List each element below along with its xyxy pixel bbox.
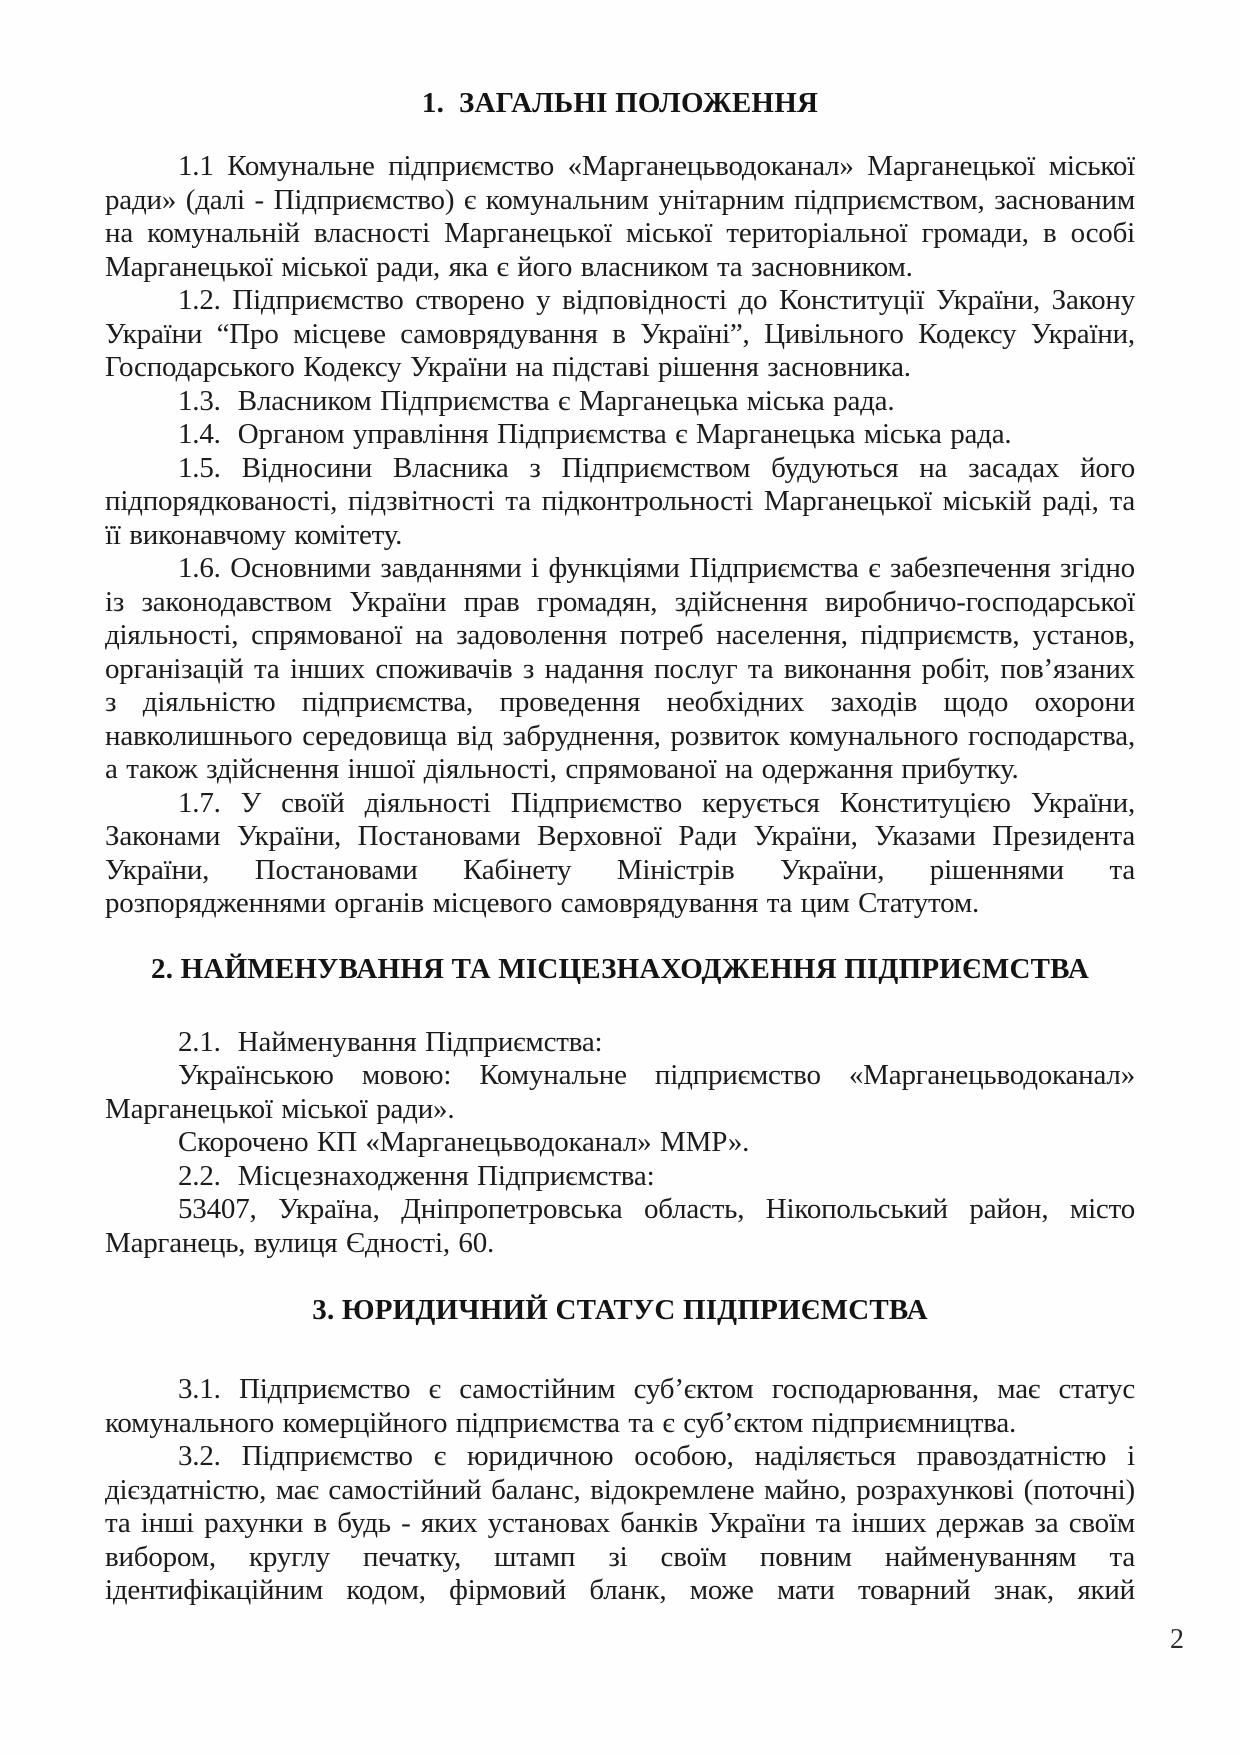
- page-number: 2: [1170, 1624, 1184, 1655]
- paragraph-2-1: 2.1. Найменування Підприємства:: [178, 1025, 603, 1058]
- paragraph-1-5: 1.5. Відносини Власника з Підприємством будуються на засадах його підпорядкованості, підзвітності та підконтрольності Марганецької міській раді, та її виконавчому комітету.: [105, 451, 1135, 551]
- paragraph-2-2-address: 53407, Україна, Дніпропетровська область, Нікопольський район, місто Марганець, вулиця Єдності, 60.: [105, 1193, 1135, 1259]
- paragraph-1-2: 1.2. Підприємство створено у відповідності до Конституції України, Закону України “Про місцеве самоврядування в Україні”, Цивільного Кодексу України, Господарського Кодексу України на підставі рішення засновника.: [105, 284, 1135, 383]
- section-heading-general-provisions: 1. ЗАГАЛЬНІ ПОЛОЖЕННЯ: [421, 87, 819, 119]
- paragraph-1-6: 1.6. Основними завданнями і функціями Підприємства є забезпечення згідно із законодавством України прав громадян, здійснення виробничо-господарської діяльності, спрямованої на задоволення потреб населення, підприємств, установ, організацій та інших споживачів з надання послуг та виконання робіт, пов’язаних з діяльністю підприємства, проведення необхідних заходів щодо охорони навколишнього середовища від забруднення, розвиток комунального господарства, а також здійснення іншої діяльності, спрямованої на одержання прибутку.: [105, 552, 1135, 785]
- paragraph-1-1: 1.1 Комунальне підприємство «Марганецьводоканал» Марганецької міської ради» (далі - Підприємство) є комунальним унітарним підприємством, заснованим на комунальній власності Марганецької міської територіальної громади, в особі Марганецької міської ради, яка є його власником та засновником.: [105, 150, 1135, 283]
- paragraph-3-1: 3.1. Підприємство є самостійним суб’єктом господарювання, має статус комунального комерційного підприємства та є суб’єктом підприємництва.: [105, 1373, 1135, 1439]
- paragraph-1-4: 1.4. Органом управління Підприємства є Марганецька міська рада.: [178, 418, 1012, 450]
- section-heading-legal-status: 3. ЮРИДИЧНИЙ СТАТУС ПІДПРИЄМСТВА: [312, 1294, 928, 1326]
- paragraph-1-7: 1.7. У своїй діяльності Підприємство керується Конституцією України, Законами України, Постановами Верховної Ради України, Указами Президента України, Постановами Кабінету Міністрів України, рішеннями та розпорядженнями органів місцевого самоврядування та цим Статутом.: [105, 786, 1135, 919]
- section-heading-name-and-location: 2. НАЙМЕНУВАННЯ ТА МІСЦЕЗНАХОДЖЕННЯ ПІДПРИЄМСТВА: [151, 952, 1089, 985]
- paragraph-3-2: 3.2. Підприємство є юридичною особою, наділяється правоздатністю і дієздатністю, має самостійний баланс, відокремлене майно, розрахункові (поточні) та інші рахунки в будь - яких установах банків України та інших держав за своїм вибором, круглу печатку, штамп зі своїм повним найменуванням та ідентифікаційним кодом, фірмовий бланк, може мати товарний знак, який: [105, 1440, 1135, 1606]
- paragraph-2-1-name-short: Скорочено КП «Марганецьводоканал» ММР».: [178, 1126, 750, 1158]
- paragraph-1-3: 1.3. Власником Підприємства є Марганецька міська рада.: [178, 384, 895, 417]
- paragraph-2-2: 2.2. Місцезнаходження Підприємства:: [178, 1159, 655, 1192]
- paragraph-2-1-name-ukrainian: Українською мовою: Комунальне підприємство «Марганецьводоканал» Марганецької міської ради».: [105, 1059, 1135, 1125]
